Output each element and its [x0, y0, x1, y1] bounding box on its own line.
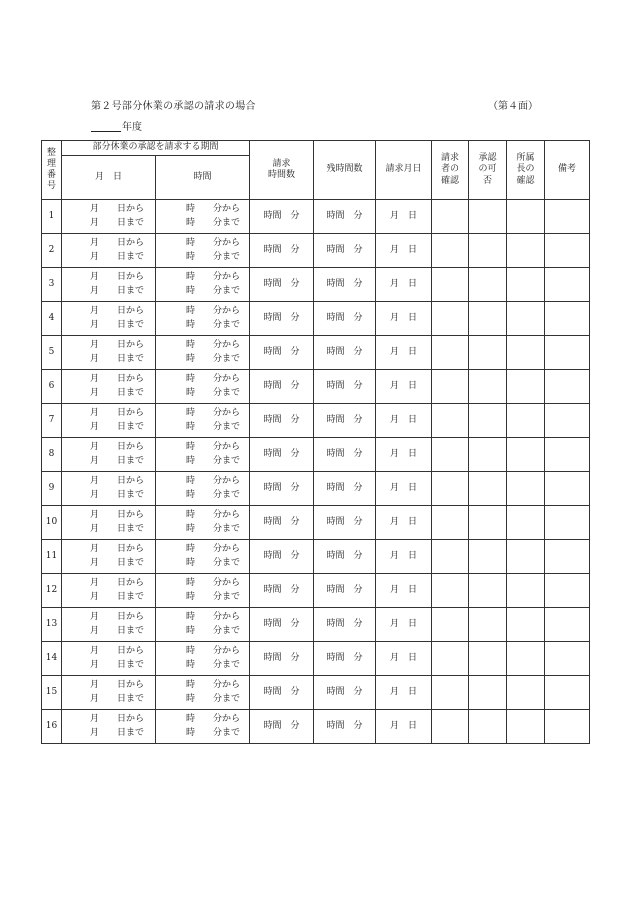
request-date-cell[interactable]: 月 日 — [376, 540, 432, 574]
time-from: 時 分から — [186, 476, 241, 486]
requester-confirmation-cell[interactable] — [432, 472, 469, 506]
month-day-cell[interactable] — [62, 642, 156, 676]
time-to: 時 分まで — [186, 693, 241, 704]
approval-cell[interactable] — [469, 370, 507, 404]
remaining-hours-cell[interactable]: 時間 分 — [314, 302, 376, 336]
table-row — [42, 336, 590, 370]
supervisor-confirmation-cell[interactable] — [507, 268, 545, 302]
requester-confirmation-cell[interactable] — [432, 302, 469, 336]
time-cell[interactable] — [156, 370, 250, 404]
time-to: 時 分まで — [186, 421, 241, 432]
month-day-to: 月 日まで — [90, 421, 145, 432]
remarks-cell[interactable] — [545, 676, 590, 710]
table-row — [42, 642, 590, 676]
requester-confirmation-cell[interactable] — [432, 234, 469, 268]
remarks-cell[interactable] — [545, 268, 590, 302]
page-number: （第４面） — [488, 101, 538, 112]
remarks-cell[interactable] — [545, 370, 590, 404]
request-date-cell[interactable]: 月 日 — [376, 268, 432, 302]
form-title: 第２号部分休業の承認の請求の場合 — [91, 101, 256, 112]
remarks-cell[interactable] — [545, 472, 590, 506]
requested-hours-cell[interactable]: 時間 分 — [250, 506, 314, 540]
approval-cell[interactable] — [469, 710, 507, 744]
header-time: 時間 — [156, 156, 250, 200]
remarks-cell[interactable] — [545, 710, 590, 744]
month-day-from: 月 日から — [90, 306, 145, 316]
requested-hours-cell[interactable]: 時間 分 — [250, 608, 314, 642]
request-table — [41, 140, 590, 744]
remaining-hours-cell[interactable]: 時間 分 — [314, 608, 376, 642]
supervisor-confirmation-cell[interactable] — [507, 200, 545, 234]
supervisor-confirmation-cell[interactable] — [507, 404, 545, 438]
month-day-from: 月 日から — [90, 408, 145, 418]
requester-confirmation-cell[interactable] — [432, 676, 469, 710]
time-to: 時 分まで — [186, 557, 241, 568]
remarks-cell[interactable] — [545, 336, 590, 370]
month-day-cell[interactable] — [62, 540, 156, 574]
time-from: 時 分から — [186, 408, 241, 418]
request-date-cell[interactable]: 月 日 — [376, 506, 432, 540]
table-row — [42, 608, 590, 642]
time-to: 時 分まで — [186, 455, 241, 466]
time-from: 時 分から — [186, 578, 241, 588]
requested-hours-cell[interactable]: 時間 分 — [250, 200, 314, 234]
row-number: 14 — [42, 642, 62, 676]
month-day-cell[interactable] — [62, 302, 156, 336]
table-row — [42, 234, 590, 268]
month-day-to: 月 日まで — [90, 217, 145, 228]
header-remaining-hours: 残時間数 — [314, 141, 376, 200]
month-day-from: 月 日から — [90, 238, 145, 248]
month-day-cell[interactable] — [62, 676, 156, 710]
request-date-cell[interactable]: 月 日 — [376, 336, 432, 370]
approval-cell[interactable] — [469, 676, 507, 710]
remarks-cell[interactable] — [545, 438, 590, 472]
requester-confirmation-cell[interactable] — [432, 710, 469, 744]
time-from: 時 分から — [186, 510, 241, 520]
year-blank-line — [91, 119, 121, 132]
month-day-to: 月 日まで — [90, 693, 145, 704]
time-to: 時 分まで — [186, 251, 241, 262]
month-day-from: 月 日から — [90, 204, 145, 214]
approval-cell[interactable] — [469, 200, 507, 234]
time-to: 時 分まで — [186, 727, 241, 738]
requester-confirmation-cell[interactable] — [432, 200, 469, 234]
month-day-to: 月 日まで — [90, 251, 145, 262]
month-day-cell[interactable] — [62, 268, 156, 302]
time-cell[interactable] — [156, 268, 250, 302]
approval-cell[interactable] — [469, 506, 507, 540]
table-row — [42, 200, 590, 234]
table-row — [42, 302, 590, 336]
time-to: 時 分まで — [186, 523, 241, 534]
request-date-cell[interactable]: 月 日 — [376, 438, 432, 472]
header-request-date: 請求月日 — [376, 141, 432, 200]
requester-confirmation-cell[interactable] — [432, 404, 469, 438]
remaining-hours-cell[interactable]: 時間 分 — [314, 404, 376, 438]
supervisor-confirmation-cell[interactable] — [507, 540, 545, 574]
header-supervisor-confirmation: 所属 長の 確認 — [507, 141, 545, 200]
remaining-hours-cell[interactable]: 時間 分 — [314, 336, 376, 370]
request-date-cell[interactable]: 月 日 — [376, 234, 432, 268]
month-day-cell[interactable] — [62, 710, 156, 744]
header-period-group: 部分休業の承認を請求する期間 — [62, 141, 250, 156]
requested-hours-cell[interactable]: 時間 分 — [250, 472, 314, 506]
row-number: 13 — [42, 608, 62, 642]
requested-hours-cell[interactable]: 時間 分 — [250, 642, 314, 676]
month-day-to: 月 日まで — [90, 625, 145, 636]
requested-hours-cell[interactable]: 時間 分 — [250, 710, 314, 744]
requester-confirmation-cell[interactable] — [432, 506, 469, 540]
approval-cell[interactable] — [469, 336, 507, 370]
month-day-to: 月 日まで — [90, 523, 145, 534]
remarks-cell[interactable] — [545, 574, 590, 608]
time-cell[interactable] — [156, 404, 250, 438]
remaining-hours-cell[interactable]: 時間 分 — [314, 710, 376, 744]
month-day-to: 月 日まで — [90, 387, 145, 398]
requested-hours-cell[interactable]: 時間 分 — [250, 574, 314, 608]
time-from: 時 分から — [186, 714, 241, 724]
supervisor-confirmation-cell[interactable] — [507, 302, 545, 336]
time-to: 時 分まで — [186, 625, 241, 636]
time-cell[interactable] — [156, 574, 250, 608]
remaining-hours-cell[interactable]: 時間 分 — [314, 472, 376, 506]
month-day-to: 月 日まで — [90, 557, 145, 568]
time-to: 時 分まで — [186, 591, 241, 602]
remarks-cell[interactable] — [545, 608, 590, 642]
approval-cell[interactable] — [469, 574, 507, 608]
year-label: 年度 — [122, 122, 142, 133]
time-cell[interactable] — [156, 302, 250, 336]
request-date-cell[interactable]: 月 日 — [376, 404, 432, 438]
remaining-hours-cell[interactable]: 時間 分 — [314, 574, 376, 608]
month-day-from: 月 日から — [90, 680, 145, 690]
requester-confirmation-cell[interactable] — [432, 336, 469, 370]
time-cell[interactable] — [156, 200, 250, 234]
row-number: 7 — [42, 404, 62, 438]
remaining-hours-cell[interactable]: 時間 分 — [314, 642, 376, 676]
remaining-hours-cell[interactable]: 時間 分 — [314, 676, 376, 710]
month-day-cell[interactable] — [62, 336, 156, 370]
month-day-cell[interactable] — [62, 472, 156, 506]
month-day-from: 月 日から — [90, 714, 145, 724]
requester-confirmation-cell[interactable] — [432, 438, 469, 472]
remarks-cell[interactable] — [545, 540, 590, 574]
table-row — [42, 472, 590, 506]
request-date-cell[interactable]: 月 日 — [376, 608, 432, 642]
remaining-hours-cell[interactable]: 時間 分 — [314, 200, 376, 234]
row-number: 8 — [42, 438, 62, 472]
month-day-from: 月 日から — [90, 476, 145, 486]
time-from: 時 分から — [186, 272, 241, 282]
month-day-from: 月 日から — [90, 510, 145, 520]
table-row — [42, 370, 590, 404]
month-day-cell[interactable] — [62, 608, 156, 642]
time-from: 時 分から — [186, 374, 241, 384]
time-cell[interactable] — [156, 608, 250, 642]
supervisor-confirmation-cell[interactable] — [507, 336, 545, 370]
remaining-hours-cell[interactable]: 時間 分 — [314, 540, 376, 574]
table-row — [42, 574, 590, 608]
requester-confirmation-cell[interactable] — [432, 370, 469, 404]
requester-confirmation-cell[interactable] — [432, 268, 469, 302]
time-cell[interactable] — [156, 336, 250, 370]
month-day-to: 月 日まで — [90, 727, 145, 738]
requester-confirmation-cell[interactable] — [432, 642, 469, 676]
month-day-from: 月 日から — [90, 340, 145, 350]
remaining-hours-cell[interactable]: 時間 分 — [314, 234, 376, 268]
request-date-cell[interactable]: 月 日 — [376, 574, 432, 608]
month-day-from: 月 日から — [90, 646, 145, 656]
request-date-cell[interactable]: 月 日 — [376, 302, 432, 336]
time-to: 時 分まで — [186, 659, 241, 670]
request-date-cell[interactable]: 月 日 — [376, 710, 432, 744]
approval-cell[interactable] — [469, 302, 507, 336]
time-from: 時 分から — [186, 680, 241, 690]
requested-hours-cell[interactable]: 時間 分 — [250, 370, 314, 404]
requested-hours-cell[interactable]: 時間 分 — [250, 302, 314, 336]
approval-cell[interactable] — [469, 540, 507, 574]
header-row-number: 整 理 番 号 — [42, 141, 62, 200]
table-row — [42, 506, 590, 540]
row-number: 3 — [42, 268, 62, 302]
header-requester-confirmation: 請求 者の 確認 — [432, 141, 469, 200]
time-to: 時 分まで — [186, 353, 241, 364]
time-to: 時 分まで — [186, 319, 241, 330]
approval-cell[interactable] — [469, 472, 507, 506]
remarks-cell[interactable] — [545, 234, 590, 268]
remarks-cell[interactable] — [545, 642, 590, 676]
approval-cell[interactable] — [469, 608, 507, 642]
month-day-to: 月 日まで — [90, 353, 145, 364]
approval-cell[interactable] — [469, 404, 507, 438]
row-number: 5 — [42, 336, 62, 370]
requester-confirmation-cell[interactable] — [432, 608, 469, 642]
request-date-cell[interactable]: 月 日 — [376, 676, 432, 710]
requester-confirmation-cell[interactable] — [432, 574, 469, 608]
time-from: 時 分から — [186, 204, 241, 214]
supervisor-confirmation-cell[interactable] — [507, 642, 545, 676]
table-row — [42, 540, 590, 574]
time-cell[interactable] — [156, 472, 250, 506]
remaining-hours-cell[interactable]: 時間 分 — [314, 506, 376, 540]
row-number: 1 — [42, 200, 62, 234]
request-date-cell[interactable]: 月 日 — [376, 472, 432, 506]
request-date-cell[interactable]: 月 日 — [376, 642, 432, 676]
month-day-from: 月 日から — [90, 612, 145, 622]
row-number: 15 — [42, 676, 62, 710]
supervisor-confirmation-cell[interactable] — [507, 676, 545, 710]
row-number: 12 — [42, 574, 62, 608]
supervisor-confirmation-cell[interactable] — [507, 234, 545, 268]
time-cell[interactable] — [156, 642, 250, 676]
month-day-from: 月 日から — [90, 544, 145, 554]
remaining-hours-cell[interactable]: 時間 分 — [314, 268, 376, 302]
time-cell[interactable] — [156, 234, 250, 268]
month-day-cell[interactable] — [62, 574, 156, 608]
remarks-cell[interactable] — [545, 302, 590, 336]
month-day-cell[interactable] — [62, 370, 156, 404]
month-day-cell[interactable] — [62, 234, 156, 268]
table-row — [42, 710, 590, 744]
approval-cell[interactable] — [469, 234, 507, 268]
time-from: 時 分から — [186, 442, 241, 452]
time-from: 時 分から — [186, 306, 241, 316]
supervisor-confirmation-cell[interactable] — [507, 710, 545, 744]
approval-cell[interactable] — [469, 438, 507, 472]
time-from: 時 分から — [186, 544, 241, 554]
time-to: 時 分まで — [186, 285, 241, 296]
remaining-hours-cell[interactable]: 時間 分 — [314, 370, 376, 404]
table-row — [42, 676, 590, 710]
supervisor-confirmation-cell[interactable] — [507, 472, 545, 506]
month-day-from: 月 日から — [90, 374, 145, 384]
time-to: 時 分まで — [186, 217, 241, 228]
month-day-cell[interactable] — [62, 506, 156, 540]
month-day-cell[interactable] — [62, 438, 156, 472]
row-number: 16 — [42, 710, 62, 744]
row-number: 10 — [42, 506, 62, 540]
time-from: 時 分から — [186, 646, 241, 656]
header-requested-hours: 請求 時間数 — [250, 141, 314, 200]
month-day-from: 月 日から — [90, 272, 145, 282]
row-number: 2 — [42, 234, 62, 268]
row-number: 9 — [42, 472, 62, 506]
month-day-from: 月 日から — [90, 442, 145, 452]
table-row — [42, 438, 590, 472]
time-cell[interactable] — [156, 710, 250, 744]
supervisor-confirmation-cell[interactable] — [507, 438, 545, 472]
time-cell[interactable] — [156, 506, 250, 540]
header-remarks: 備考 — [545, 141, 590, 200]
requested-hours-cell[interactable]: 時間 分 — [250, 336, 314, 370]
time-from: 時 分から — [186, 340, 241, 350]
month-day-to: 月 日まで — [90, 319, 145, 330]
time-cell[interactable] — [156, 676, 250, 710]
requested-hours-cell[interactable]: 時間 分 — [250, 404, 314, 438]
supervisor-confirmation-cell[interactable] — [507, 506, 545, 540]
time-cell[interactable] — [156, 438, 250, 472]
remarks-cell[interactable] — [545, 404, 590, 438]
month-day-to: 月 日まで — [90, 489, 145, 500]
requested-hours-cell[interactable]: 時間 分 — [250, 268, 314, 302]
month-day-to: 月 日まで — [90, 455, 145, 466]
approval-cell[interactable] — [469, 268, 507, 302]
requester-confirmation-cell[interactable] — [432, 540, 469, 574]
request-date-cell[interactable]: 月 日 — [376, 200, 432, 234]
time-to: 時 分まで — [186, 489, 241, 500]
remarks-cell[interactable] — [545, 506, 590, 540]
time-cell[interactable] — [156, 540, 250, 574]
table-row — [42, 404, 590, 438]
time-to: 時 分まで — [186, 387, 241, 398]
table-row — [42, 268, 590, 302]
header-month-day: 月 日 — [62, 156, 156, 200]
requested-hours-cell[interactable]: 時間 分 — [250, 540, 314, 574]
row-number: 4 — [42, 302, 62, 336]
requested-hours-cell[interactable]: 時間 分 — [250, 234, 314, 268]
remaining-hours-cell[interactable]: 時間 分 — [314, 438, 376, 472]
row-number: 11 — [42, 540, 62, 574]
remarks-cell[interactable] — [545, 200, 590, 234]
month-day-to: 月 日まで — [90, 659, 145, 670]
request-date-cell[interactable]: 月 日 — [376, 370, 432, 404]
row-number: 6 — [42, 370, 62, 404]
header-approval: 承認 の可 否 — [469, 141, 507, 200]
supervisor-confirmation-cell[interactable] — [507, 370, 545, 404]
time-from: 時 分から — [186, 238, 241, 248]
requested-hours-cell[interactable]: 時間 分 — [250, 676, 314, 710]
month-day-cell[interactable] — [62, 404, 156, 438]
requested-hours-cell[interactable]: 時間 分 — [250, 438, 314, 472]
month-day-from: 月 日から — [90, 578, 145, 588]
month-day-cell[interactable] — [62, 200, 156, 234]
supervisor-confirmation-cell[interactable] — [507, 574, 545, 608]
approval-cell[interactable] — [469, 642, 507, 676]
month-day-to: 月 日まで — [90, 285, 145, 296]
time-from: 時 分から — [186, 612, 241, 622]
month-day-to: 月 日まで — [90, 591, 145, 602]
supervisor-confirmation-cell[interactable] — [507, 608, 545, 642]
